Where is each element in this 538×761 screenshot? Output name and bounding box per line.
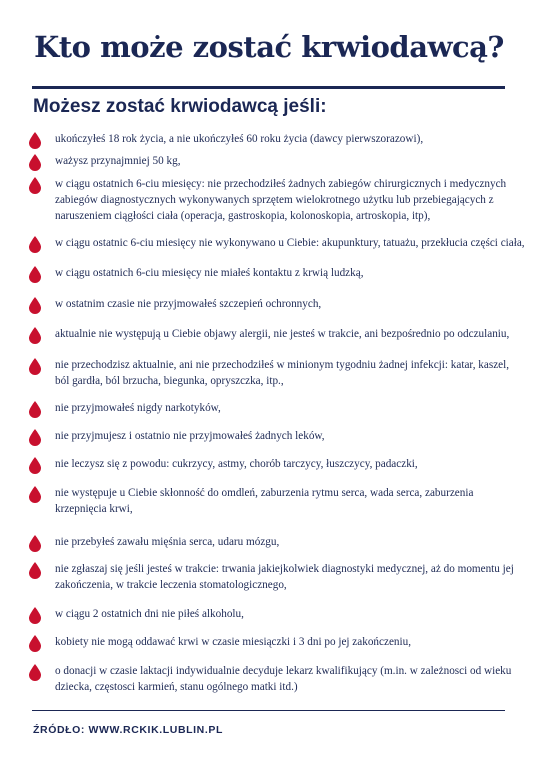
blood-drop-icon [28,327,42,344]
footer-divider [32,710,505,711]
blood-drop-icon [28,607,42,624]
title-divider [32,86,505,89]
list-item-text: nie przyjmujesz i ostatnio nie przyjmowałeś żadnych leków, [55,430,325,442]
page-title: Kto może zostać krwiodawcą? [34,30,504,64]
list-item-text: o donacji w czasie laktacji indywidualnie decyduje lekarz kwalifikujący (m.in. w zależnosci od wieku dziecka, częstosci karmień, stanu ogólnego matki itd.) [55,665,512,693]
blood-drop-icon [28,177,42,194]
list-item-text: nie występuje u Ciebie skłonność do omdleń, zaburzenia rytmu serca, wada serca, zaburzenia krzepnięcia krwi, [55,487,474,515]
list-item-text: w ciągu ostatnich 6-ciu miesięcy: nie przechodziłeś żadnych zabiegów chirurgicznych i medycznych zabiegów diagnostycznych wykonywanych sprzętem wielokrotnego użytku lub przebiegających z naruszeniem ciągłości ciała (operacja, gastroskopia, kolonoskopia, artroskopia, itp), [55,178,507,222]
list-item-text: nie przyjmowałeś nigdy narkotyków, [55,402,221,414]
source-footer: ŹRÓDŁO: WWW.RCKIK.LUBLIN.PL [33,724,224,736]
blood-drop-icon [28,535,42,552]
blood-drop-icon [28,635,42,652]
list-item-text: nie przebyłeś zawału mięśnia serca, udaru mózgu, [55,536,280,548]
blood-drop-icon [28,297,42,314]
list-item-text: w ostatnim czasie nie przyjmowałeś szczepień ochronnych, [55,298,322,310]
blood-drop-icon [28,562,42,579]
list-item-text: w ciągu 2 ostatnich dni nie piłeś alkoholu, [55,608,244,620]
blood-drop-icon [28,486,42,503]
blood-drop-icon [28,429,42,446]
blood-drop-icon [28,358,42,375]
list-item-text: kobiety nie mogą oddawać krwi w czasie miesiączki i 3 dni po jej zakończeniu, [55,636,412,648]
blood-drop-icon [28,266,42,283]
blood-drop-icon [28,154,42,171]
list-item-text: nie przechodzisz aktualnie, ani nie przechodziłeś w minionym tygodniu żadnej infekcji: katar, kaszel, ból gardła, ból brzucha, biegunka, opryszczka, itp., [55,359,510,387]
list-item-text: ważysz przynajmniej 50 kg, [55,155,181,167]
list-item-text: w ciągu ostatnich 6-ciu miesięcy nie miałeś kontaktu z krwią ludzką, [55,267,364,279]
blood-drop-icon [28,236,42,253]
blood-drop-icon [28,664,42,681]
list-item-text: nie leczysz się z powodu: cukrzycy, astmy, chorób tarczycy, łuszczycy, padaczki, [55,458,418,470]
blood-drop-icon [28,132,42,149]
section-heading: Możesz zostać krwiodawcą jeśli: [33,96,327,117]
list-item-text: ukończyłeś 18 rok życia, a nie ukończyłeś 60 roku życia (dawcy pierwszorazowi), [55,133,424,145]
list-item-text: aktualnie nie występują u Ciebie objawy alergii, nie jesteś w trakcie, ani bezpośrednio po odczulaniu, [55,328,510,340]
list-item-text: nie zgłaszaj się jeśli jesteś w trakcie: trwania jakiejkolwiek diagnostyki medycznej, aż do momentu jej zakończenia, w trakcie leczenia stomatologicznego, [55,563,514,591]
list-item-text: w ciągu ostatnic 6-ciu miesięcy nie wykonywano u Ciebie: akupunktury, tatuażu, przekłucia części ciała, [55,237,525,249]
blood-drop-icon [28,401,42,418]
blood-drop-icon [28,457,42,474]
